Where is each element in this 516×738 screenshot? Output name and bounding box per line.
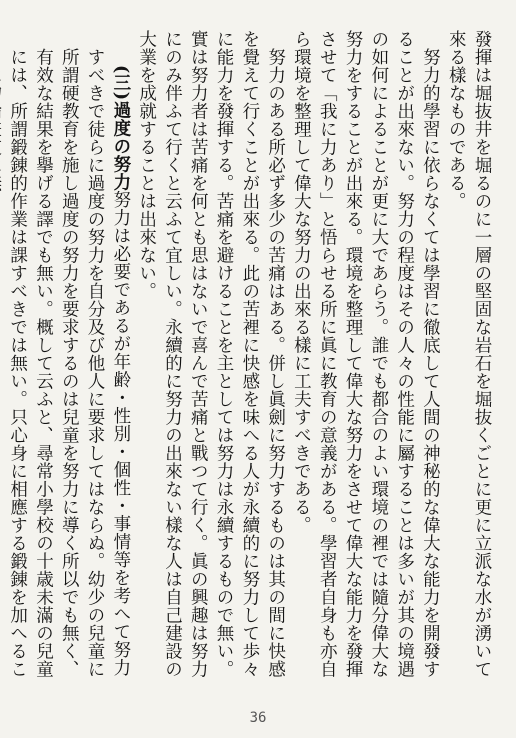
page-number: 36 [249, 710, 267, 726]
vertical-text-body [7, 30, 494, 690]
paragraph-pain-and-effort: 努力のある所必ず多少の苦痛はある。併し眞劍に努力するものは其の間に快感を覺えて行くことが出來る。此の苦裡に快感を味へる人が永續的に努力して歩々に能力を發揮する。苦痛を避けることを主としては努力は永續するもので無い。實は努力者は苦痛を何とも思はないで喜んで苦痛と戰つて行く。眞の興趣は努力にのみ伴ふて行くと云ふて宜しい。永續的に努力の出來ない樣な人は自己建設の大業を成就することは出來ない。 [136, 30, 286, 678]
paragraph-learning-effort: 努力的學習に依らなくては學習に徹底して人間の神秘的な偉大な能力を開發することが出來ない。努力の程度はその人々の性能に屬することは多いが其の境遇の如何によることが更に大であらう。誰でも都合のよい環境の裡では隨分偉大な努力をすることが出來る。環境を整理して偉大な努力をさせて偉大な能力を發揮させて「我に力あり」と悟らせる所に眞に教育の意義がある。學習者自身も亦自ら環境を整理して偉大な努力の出來る樣に工夫すべきである。 [291, 30, 441, 678]
paragraph-continued: 發揮は堀抜井を堀るのに一層の堅固な岩石を堀抜くごとに更に立派な水が湧いて來る樣なものである。 [446, 30, 492, 678]
section-number: (三) [110, 65, 131, 101]
section-heading-excessive-effort [0, 30, 133, 690]
paragraph-excessive-effort: 努力は必要であるが年齢・性別・個性・事情等を考へて努力すべきで徒らに過度の努力を自分及び他人に要求してはならぬ。幼少の兒童に所謂硬教育を施し過度の努力を要求するのは兒童を努力に導く所以でも無く、有效な結果を擧げる譯でも無い。概して云ふと、尋常小學校の十歳未滿の兒童には、所謂鍛錬的作業は課すべきでは無い。只心身に相應する鍛錬を加へるこ [7, 47, 131, 678]
section-title: 過度の努力 [110, 100, 131, 191]
